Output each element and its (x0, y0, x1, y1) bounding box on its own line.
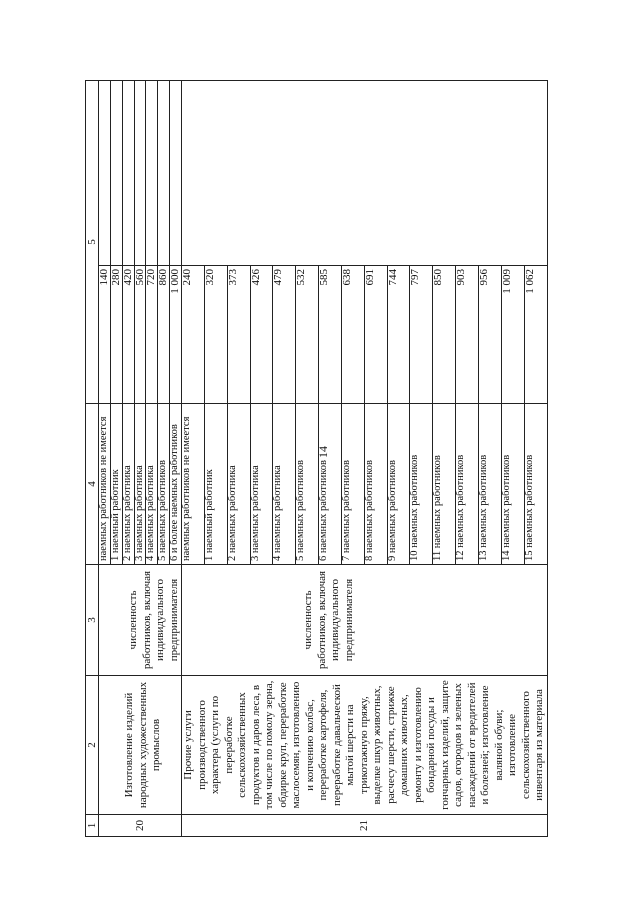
empty-cell (99, 81, 111, 266)
value-cell: 1 062 (524, 266, 547, 404)
physical-indicator: численность работников, включая индивидуального предпринимателя (182, 565, 548, 676)
value-cell: 320 (204, 266, 227, 404)
category-cell: 2 наемных работника (227, 404, 250, 565)
empty-cell (158, 81, 170, 266)
empty-cell (122, 81, 134, 266)
row-number: 21 (182, 815, 548, 837)
value-cell: 720 (146, 266, 158, 404)
category-cell: 4 наемных работника (146, 404, 158, 565)
category-cell: 13 наемных работников (478, 404, 501, 565)
category-cell: 12 наемных работников (456, 404, 479, 565)
empty-cell (146, 81, 158, 266)
value-cell: 479 (273, 266, 296, 404)
value-cell: 280 (110, 266, 122, 404)
page-number: 14 (316, 446, 330, 458)
rotated-table-container (85, 81, 556, 837)
header-col-4: 4 (86, 404, 99, 565)
value-cell: 585 (319, 266, 342, 404)
category-cell: наемных работников не имеется (182, 404, 205, 565)
activity-description: Прочие услуги производственного характера (услуги по переработке сельскохозяйственных продуктов и даров леса, в том числе по помолу зерна, обдирке круп, переработке маслосемян, изготовлению и копчению колбас, переработке картофеля, переработке давальческой мытой шерсти на трикотажную пряжу, выделке шкур животных, расчесу шерсти, стрижке домашних животных, ремонту и изготовлению бондарной посуды и гончарных изделий, защите садов, огородов и зеленых насаждений от вредителей и болезней; изготовление валяной обуви; изготовление сельскохозяйственного инвентаря из материала (182, 676, 548, 815)
category-cell: наемных работников не имеется (99, 404, 111, 565)
value-cell: 691 (364, 266, 387, 404)
category-cell: 2 наемных работника (122, 404, 134, 565)
value-cell: 638 (341, 266, 364, 404)
value-cell: 420 (122, 266, 134, 404)
physical-indicator: численность работников, включая индивидуального предпринимателя (99, 565, 182, 676)
category-cell: 14 наемных работников (501, 404, 524, 565)
category-cell: 11 наемных работников (433, 404, 456, 565)
category-cell: 5 наемных работников (158, 404, 170, 565)
value-cell: 1 009 (501, 266, 524, 404)
category-cell: 3 наемных работника (250, 404, 273, 565)
empty-cell (110, 81, 122, 266)
category-cell: 8 наемных работников (364, 404, 387, 565)
value-cell: 903 (456, 266, 479, 404)
row-number: 20 (99, 815, 182, 837)
empty-cell (170, 81, 182, 266)
value-cell: 797 (410, 266, 433, 404)
tariff-table (85, 80, 548, 837)
table-row (182, 81, 205, 837)
value-cell: 373 (227, 266, 250, 404)
value-cell: 956 (478, 266, 501, 404)
value-cell: 532 (296, 266, 319, 404)
category-cell: 1 наемный работник (204, 404, 227, 565)
category-cell: 3 наемных работника (134, 404, 146, 565)
empty-cell (182, 81, 548, 266)
value-cell: 860 (158, 266, 170, 404)
header-col-3: 3 (86, 565, 99, 676)
value-cell: 140 (99, 266, 111, 404)
category-cell: 9 наемных работников (387, 404, 410, 565)
category-cell: 6 наемных работников (319, 404, 342, 565)
value-cell: 426 (250, 266, 273, 404)
empty-cell (134, 81, 146, 266)
value-cell: 560 (134, 266, 146, 404)
category-cell: 7 наемных работников (341, 404, 364, 565)
header-col-5: 5 (86, 81, 99, 404)
category-cell: 1 наемный работник (110, 404, 122, 565)
header-col-1: 1 (86, 815, 99, 837)
table-row (99, 81, 111, 837)
category-cell: 15 наемных работников (524, 404, 547, 565)
category-cell: 6 и более наемных работников (170, 404, 182, 565)
header-col-2: 2 (86, 676, 99, 815)
category-cell: 4 наемных работника (273, 404, 296, 565)
activity-description: Изготовление изделий народных художественных промыслов (99, 676, 182, 815)
category-cell: 5 наемных работников (296, 404, 319, 565)
category-cell: 10 наемных работников (410, 404, 433, 565)
value-cell: 240 (182, 266, 205, 404)
value-cell: 850 (433, 266, 456, 404)
value-cell: 1 000 (170, 266, 182, 404)
header-row (86, 81, 99, 837)
value-cell: 744 (387, 266, 410, 404)
